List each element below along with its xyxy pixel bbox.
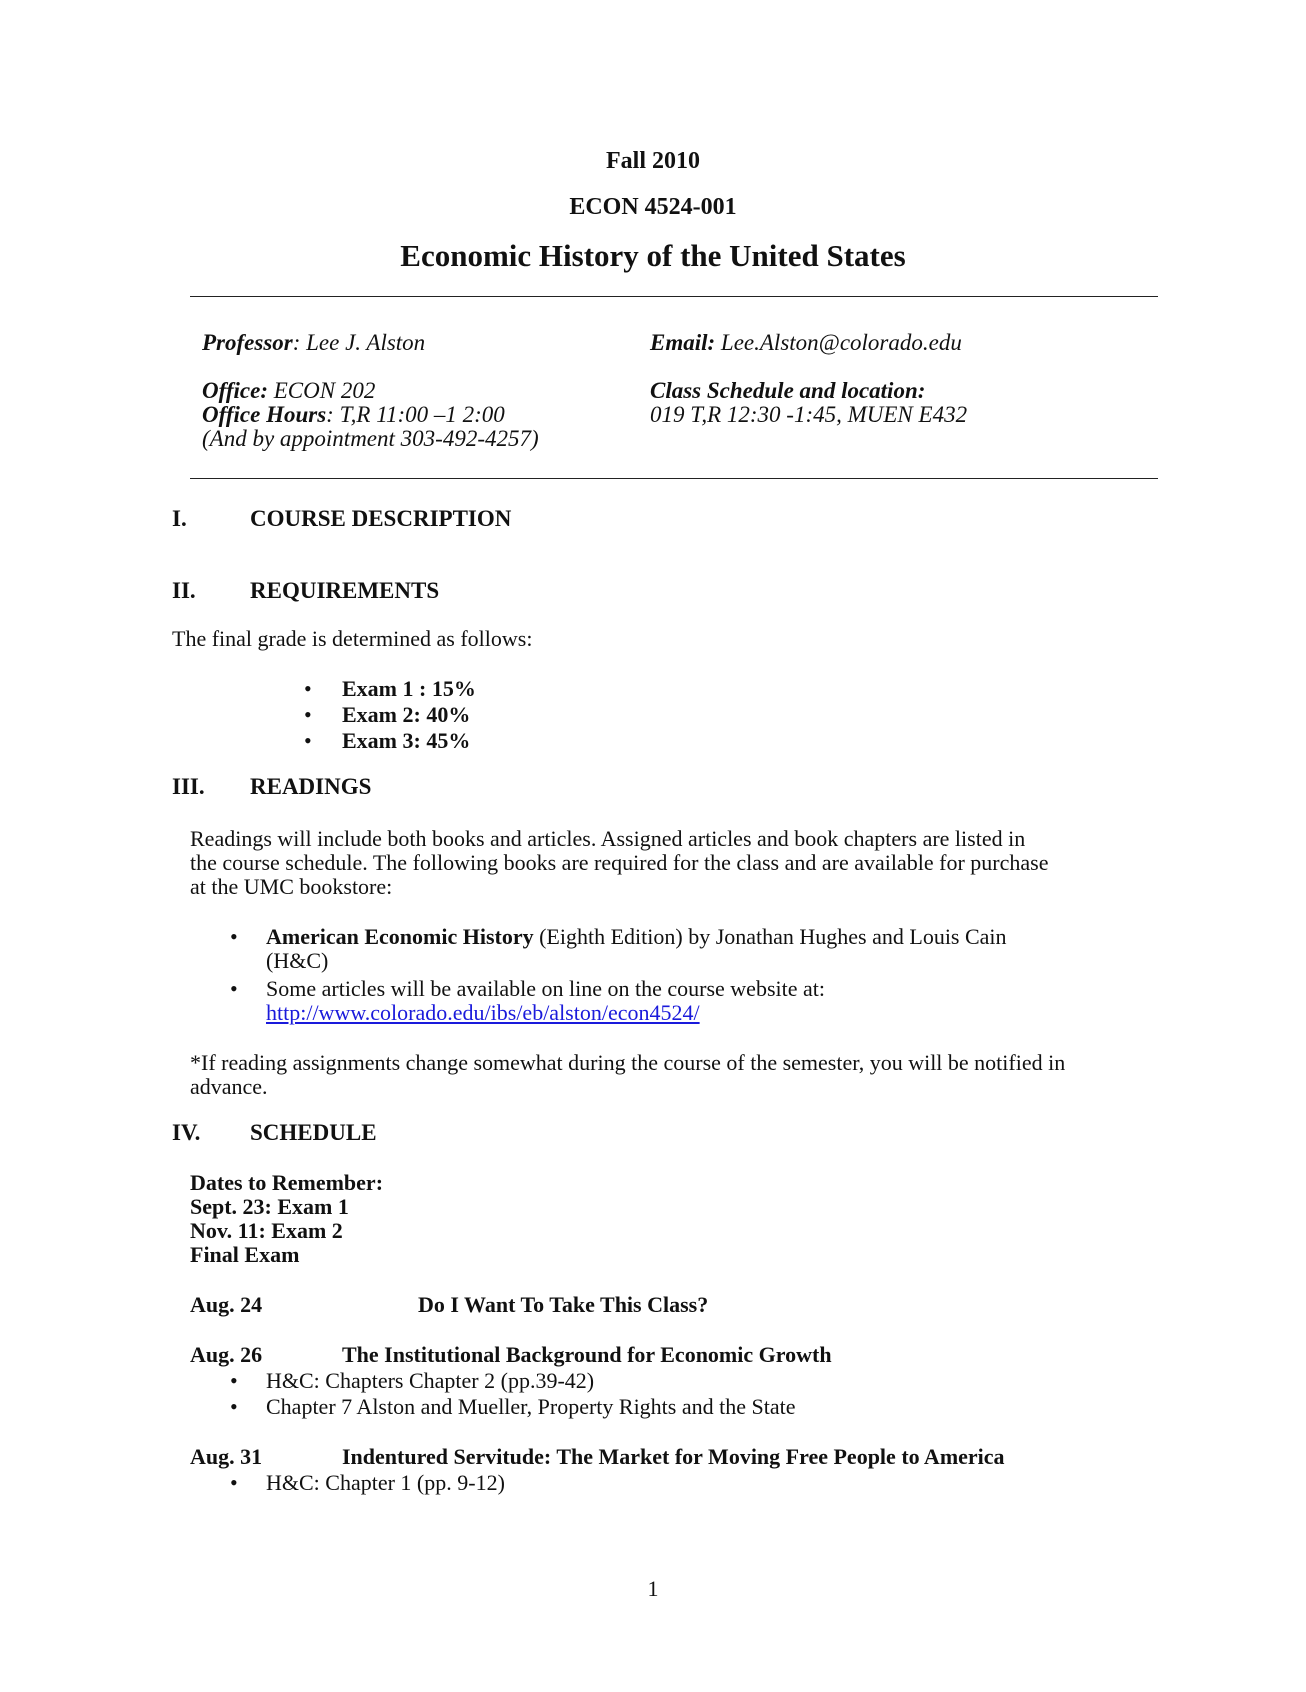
schedule-reading: H&C: Chapter 1 (pp. 9-12) (266, 1470, 505, 1495)
email-line (650, 330, 962, 356)
section-2-title: REQUIREMENTS (250, 578, 440, 603)
email-value[interactable]: Lee.Alston@colorado.edu (715, 330, 962, 355)
required-book (266, 924, 1007, 950)
bullet-icon: • (230, 1368, 238, 1393)
important-date: Sept. 23: Exam 1 (190, 1194, 349, 1219)
readings-change-note: *If reading assignments change somewhat during the course of the semester, you will be notified in (190, 1050, 1066, 1075)
section-2-number: II. (172, 578, 196, 603)
bullet-icon: • (230, 1394, 238, 1419)
schedule-reading: H&C: Chapters Chapter 2 (pp.39-42) (266, 1368, 595, 1393)
requirement-item: Exam 2: 40% (342, 702, 471, 727)
requirement-item: Exam 3: 45% (342, 728, 471, 753)
course-website-link[interactable]: http://www.colorado.edu/ibs/eb/alston/econ4524/ (266, 1000, 700, 1025)
requirements-intro: The final grade is determined as follows: (172, 626, 533, 651)
email-label: Email: (650, 330, 716, 355)
readings-paragraph-line: the course schedule. The following books are required for the class and are available for purchase (190, 850, 1049, 875)
articles-note: Some articles will be available on line on the course website at: (266, 976, 825, 1001)
book-title: American Economic History (266, 924, 534, 949)
office-hours-line (202, 402, 505, 428)
bullet-icon: • (304, 676, 312, 701)
top-divider (190, 296, 1158, 297)
office-hours-label: Office Hours (202, 402, 327, 427)
important-date: Final Exam (190, 1242, 300, 1267)
professor-line (202, 330, 425, 356)
section-3-number: III. (172, 774, 205, 799)
professor-label: Professor (202, 330, 293, 355)
bullet-icon: • (230, 924, 238, 949)
section-3-title: READINGS (250, 774, 372, 799)
page-title: Economic History of the United States (400, 238, 906, 273)
readings-paragraph-line: at the UMC bookstore: (190, 874, 393, 899)
professor-value: : Lee J. Alston (292, 330, 426, 355)
book-abbreviation: (H&C) (266, 948, 329, 973)
course-code: ECON 4524-001 (569, 194, 737, 220)
schedule-date: Aug. 24 (190, 1292, 263, 1317)
requirement-item: Exam 1 : 15% (342, 676, 476, 701)
info-divider (190, 478, 1158, 479)
office-line (202, 378, 375, 404)
section-1-number: I. (172, 506, 187, 531)
schedule-date: Aug. 31 (190, 1444, 263, 1469)
schedule-reading: Chapter 7 Alston and Mueller, Property Rights and the State (266, 1394, 796, 1419)
appointment-note: (And by appointment 303-492-4257) (202, 426, 539, 451)
schedule-topic: Indentured Servitude: The Market for Moving Free People to America (342, 1444, 1005, 1469)
term-label: Fall 2010 (606, 148, 700, 174)
course-website-link-wrap (266, 1000, 700, 1026)
bullet-icon: • (230, 976, 238, 1001)
book-details: (Eighth Edition) by Jonathan Hughes and Louis Cain (533, 924, 1007, 949)
schedule-topic: The Institutional Background for Economic Growth (342, 1342, 832, 1367)
schedule-topic: Do I Want To Take This Class? (418, 1292, 709, 1317)
bullet-icon: • (304, 728, 312, 753)
bullet-icon: • (230, 1470, 238, 1495)
section-4-title: SCHEDULE (250, 1120, 377, 1145)
important-date: Nov. 11: Exam 2 (190, 1218, 343, 1243)
page-number: 1 (647, 1576, 659, 1601)
readings-change-note: advance. (190, 1074, 268, 1099)
schedule-date: Aug. 26 (190, 1342, 263, 1367)
section-1-title: COURSE DESCRIPTION (250, 506, 512, 531)
office-label: Office: (202, 378, 268, 403)
office-value: ECON 202 (267, 378, 376, 403)
class-schedule-value: 019 T,R 12:30 -1:45, MUEN E432 (650, 402, 968, 427)
readings-paragraph-line: Readings will include both books and articles. Assigned articles and book chapters are listed in (190, 826, 1026, 851)
section-4-number: IV. (172, 1120, 201, 1145)
class-schedule-label: Class Schedule and location: (650, 378, 926, 403)
bullet-icon: • (304, 702, 312, 727)
office-hours-value: : T,R 11:00 –1 2:00 (326, 402, 505, 427)
dates-heading: Dates to Remember: (190, 1170, 384, 1195)
